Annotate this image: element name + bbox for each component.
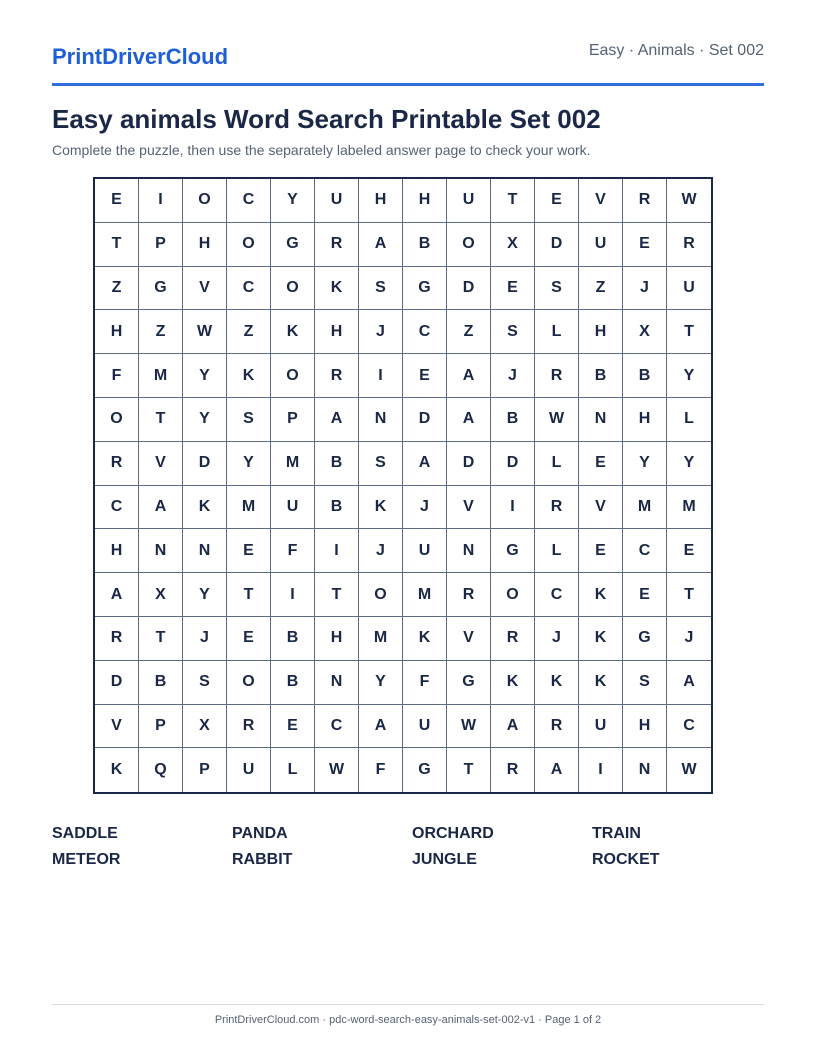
grid-cell: E — [227, 617, 271, 661]
grid-cell: A — [447, 354, 491, 398]
footer-divider — [52, 1004, 764, 1005]
grid-cell: O — [491, 573, 535, 617]
grid-cell: B — [139, 661, 183, 705]
grid-cell: V — [139, 442, 183, 486]
grid-cell: B — [271, 617, 315, 661]
grid-cell: D — [491, 442, 535, 486]
grid-cell: J — [623, 267, 667, 311]
grid-cell: K — [315, 267, 359, 311]
grid-cell: M — [403, 573, 447, 617]
grid-cell: G — [623, 617, 667, 661]
grid-cell: K — [535, 661, 579, 705]
grid-cell: I — [491, 486, 535, 530]
grid-cell: N — [139, 529, 183, 573]
grid-cell: O — [271, 267, 315, 311]
grid-cell: J — [491, 354, 535, 398]
grid-cell: T — [667, 310, 711, 354]
grid-cell: D — [447, 267, 491, 311]
grid-cell: S — [491, 310, 535, 354]
grid-cell: K — [579, 661, 623, 705]
grid-cell: R — [535, 705, 579, 749]
grid-cell: X — [623, 310, 667, 354]
grid-cell: M — [271, 442, 315, 486]
word-list-item: JUNGLE — [412, 851, 477, 868]
grid-cell: E — [579, 442, 623, 486]
grid-cell: R — [491, 748, 535, 792]
grid-cell: R — [447, 573, 491, 617]
grid-cell: Y — [271, 179, 315, 223]
grid-cell: F — [403, 661, 447, 705]
grid-cell: W — [447, 705, 491, 749]
grid-cell: T — [667, 573, 711, 617]
grid-cell: E — [403, 354, 447, 398]
grid-cell: E — [95, 179, 139, 223]
page-title: Easy animals Word Search Printable Set 002 — [52, 104, 601, 134]
grid-cell: B — [315, 442, 359, 486]
grid-cell: B — [315, 486, 359, 530]
grid-cell: N — [183, 529, 227, 573]
grid-cell: F — [359, 748, 403, 792]
grid-cell: K — [95, 748, 139, 792]
grid-cell: T — [315, 573, 359, 617]
grid-cell: E — [623, 223, 667, 267]
grid-cell: G — [139, 267, 183, 311]
grid-cell: G — [403, 748, 447, 792]
grid-cell: K — [403, 617, 447, 661]
grid-cell: O — [271, 354, 315, 398]
grid-cell: T — [227, 573, 271, 617]
grid-cell: H — [623, 398, 667, 442]
grid-cell: Z — [227, 310, 271, 354]
grid-cell: A — [315, 398, 359, 442]
grid-cell: P — [271, 398, 315, 442]
word-list-item: ROCKET — [592, 851, 660, 868]
grid-cell: G — [271, 223, 315, 267]
grid-cell: H — [315, 617, 359, 661]
grid-cell: A — [359, 223, 403, 267]
header-divider — [52, 83, 764, 86]
grid-cell: M — [667, 486, 711, 530]
word-list-item: SADDLE — [52, 825, 118, 842]
grid-cell: D — [95, 661, 139, 705]
grid-cell: A — [359, 705, 403, 749]
grid-cell: W — [315, 748, 359, 792]
grid-cell: L — [535, 529, 579, 573]
grid-cell: W — [681, 761, 697, 779]
grid-cell: R — [315, 354, 359, 398]
grid-cell: D — [535, 223, 579, 267]
grid-cell: I — [271, 573, 315, 617]
grid-cell: H — [623, 705, 667, 749]
grid-cell: U — [579, 223, 623, 267]
grid-cell: J — [667, 617, 711, 661]
grid-cell: I — [315, 529, 359, 573]
grid-cell: E — [623, 573, 667, 617]
word-list-item: PANDA — [232, 825, 288, 842]
grid-cell: V — [447, 617, 491, 661]
grid-cell: A — [139, 486, 183, 530]
grid-cell: K — [271, 310, 315, 354]
grid-cell: W — [535, 398, 579, 442]
grid-cell: T — [139, 617, 183, 661]
word-list-item: METEOR — [52, 851, 121, 868]
grid-cell: Z — [447, 310, 491, 354]
grid-cell: S — [535, 267, 579, 311]
grid-cell: O — [447, 223, 491, 267]
grid-cell: F — [271, 529, 315, 573]
grid-cell: B — [403, 223, 447, 267]
grid-cell: B — [623, 354, 667, 398]
page-footer: PrintDriverCloud.com · pdc-word-search-easy-animals-set-002-v1 · Page 1 of 2 — [214, 1014, 602, 1026]
grid-cell: J — [535, 617, 579, 661]
grid-cell: R — [667, 223, 711, 267]
grid-cell: N — [623, 748, 667, 792]
grid-cell: Y — [183, 573, 227, 617]
grid-cell: C — [667, 705, 711, 749]
word-list-item: TRAIN — [592, 825, 641, 842]
grid-cell: C — [535, 573, 579, 617]
grid-cell: I — [359, 354, 403, 398]
grid-cell: K — [359, 486, 403, 530]
grid-cell: A — [447, 398, 491, 442]
grid-cell: H — [95, 529, 139, 573]
grid-cell: U — [667, 267, 711, 311]
grid-cell: T — [491, 179, 535, 223]
grid-cell: M — [227, 486, 271, 530]
grid-cell: R — [623, 179, 667, 223]
grid-cell: E — [667, 529, 711, 573]
grid-cell: V — [579, 486, 623, 530]
grid-cell: R — [535, 354, 579, 398]
grid-cell: A — [535, 748, 579, 792]
grid-cell: S — [359, 442, 403, 486]
grid-cell: H — [183, 223, 227, 267]
grid-cell: A — [667, 661, 711, 705]
grid-cell: J — [183, 617, 227, 661]
grid-cell: L — [535, 442, 579, 486]
grid-cell: N — [359, 398, 403, 442]
grid-cell: Y — [667, 354, 711, 398]
grid-cell: V — [447, 486, 491, 530]
grid-cell: H — [579, 310, 623, 354]
grid-cell: L — [535, 310, 579, 354]
grid-cell: E — [535, 179, 579, 223]
grid-cell: U — [447, 179, 491, 223]
page-subtitle: Complete the puzzle, then use the separately labeled answer page to check your work. — [52, 142, 591, 158]
grid-cell: K — [183, 486, 227, 530]
grid-cell: Q — [139, 748, 183, 792]
grid-cell: D — [403, 398, 447, 442]
grid-cell: Y — [667, 442, 711, 486]
grid-cell: T — [447, 748, 491, 792]
grid-cell: F — [95, 354, 139, 398]
word-search-grid — [93, 177, 713, 794]
grid-cell: Y — [623, 442, 667, 486]
grid-cell: B — [271, 661, 315, 705]
grid-cell: J — [403, 486, 447, 530]
grid-cell: J — [359, 310, 403, 354]
grid-cell: Z — [139, 310, 183, 354]
grid-cell: N — [447, 529, 491, 573]
grid-cell: S — [359, 267, 403, 311]
grid-cell: G — [403, 267, 447, 311]
grid-cell: O — [95, 398, 139, 442]
grid-cell: I — [139, 179, 183, 223]
grid-cell: E — [227, 529, 271, 573]
grid-cell: C — [227, 179, 271, 223]
grid-cell: V — [183, 267, 227, 311]
grid-cell: H — [315, 310, 359, 354]
grid-cell: H — [403, 179, 447, 223]
grid-cell: B — [579, 354, 623, 398]
grid-cell: X — [491, 223, 535, 267]
grid-cell: S — [623, 661, 667, 705]
grid-cell: M — [139, 354, 183, 398]
grid-cell: X — [183, 705, 227, 749]
grid-cell: T — [95, 223, 139, 267]
grid-cell: C — [227, 267, 271, 311]
grid-cell: J — [359, 529, 403, 573]
grid-cell: A — [95, 573, 139, 617]
grid-cell: E — [491, 267, 535, 311]
grid-cell: G — [447, 661, 491, 705]
grid-cell: K — [579, 573, 623, 617]
grid-cell: Y — [359, 661, 403, 705]
grid-cell: A — [403, 442, 447, 486]
grid-cell: O — [183, 179, 227, 223]
grid-cell: L — [271, 748, 315, 792]
grid-cell: K — [227, 354, 271, 398]
word-list-item: ORCHARD — [412, 825, 494, 842]
grid-cell: W — [667, 179, 711, 223]
grid-cell: C — [95, 486, 139, 530]
grid-cell: O — [227, 661, 271, 705]
grid-cell: U — [579, 705, 623, 749]
grid-cell: E — [579, 529, 623, 573]
grid-cell: Y — [227, 442, 271, 486]
grid-cell: A — [491, 705, 535, 749]
grid-cell: D — [447, 442, 491, 486]
grid-cell: M — [359, 617, 403, 661]
grid-cell: R — [95, 617, 139, 661]
grid-cell: K — [491, 661, 535, 705]
grid-cell: Z — [579, 267, 623, 311]
grid-cell: C — [403, 310, 447, 354]
grid-cell: P — [183, 748, 227, 792]
grid-cell: X — [139, 573, 183, 617]
grid-cell: C — [623, 529, 667, 573]
grid-cell: O — [227, 223, 271, 267]
breadcrumb: Easy · Animals · Set 002 — [588, 42, 764, 59]
grid-cell: D — [183, 442, 227, 486]
grid-cell: S — [183, 661, 227, 705]
grid-cell: W — [183, 310, 227, 354]
grid-cell: Y — [183, 398, 227, 442]
grid-cell: C — [315, 705, 359, 749]
grid-cell: H — [359, 179, 403, 223]
word-list-item: RABBIT — [232, 851, 293, 868]
grid-cell: R — [491, 617, 535, 661]
grid-cell: V — [579, 179, 623, 223]
grid-cell: U — [315, 179, 359, 223]
grid-cell: U — [403, 529, 447, 573]
grid-cell: U — [403, 705, 447, 749]
grid-cell: Y — [183, 354, 227, 398]
grid-cell: L — [667, 398, 711, 442]
grid-cell: P — [139, 223, 183, 267]
grid-cell: R — [95, 442, 139, 486]
brand-logo: PrintDriverCloud — [52, 44, 229, 69]
grid-cell: T — [139, 398, 183, 442]
grid-cell: M — [623, 486, 667, 530]
grid-cell: R — [315, 223, 359, 267]
grid-cell: R — [535, 486, 579, 530]
grid-cell: I — [579, 748, 623, 792]
grid-cell: V — [95, 705, 139, 749]
grid-cell: G — [491, 529, 535, 573]
word-list — [52, 825, 772, 877]
grid-cell: N — [315, 661, 359, 705]
grid-cell: P — [139, 705, 183, 749]
grid-cell: U — [227, 748, 271, 792]
grid-cell: U — [271, 486, 315, 530]
grid-cell: K — [579, 617, 623, 661]
grid-cell: N — [579, 398, 623, 442]
grid-cell: H — [95, 310, 139, 354]
grid-cell: O — [359, 573, 403, 617]
grid-cell: Z — [95, 267, 139, 311]
grid-cell: E — [271, 705, 315, 749]
grid-cell: S — [227, 398, 271, 442]
grid-cell: B — [491, 398, 535, 442]
grid-cell: R — [227, 705, 271, 749]
